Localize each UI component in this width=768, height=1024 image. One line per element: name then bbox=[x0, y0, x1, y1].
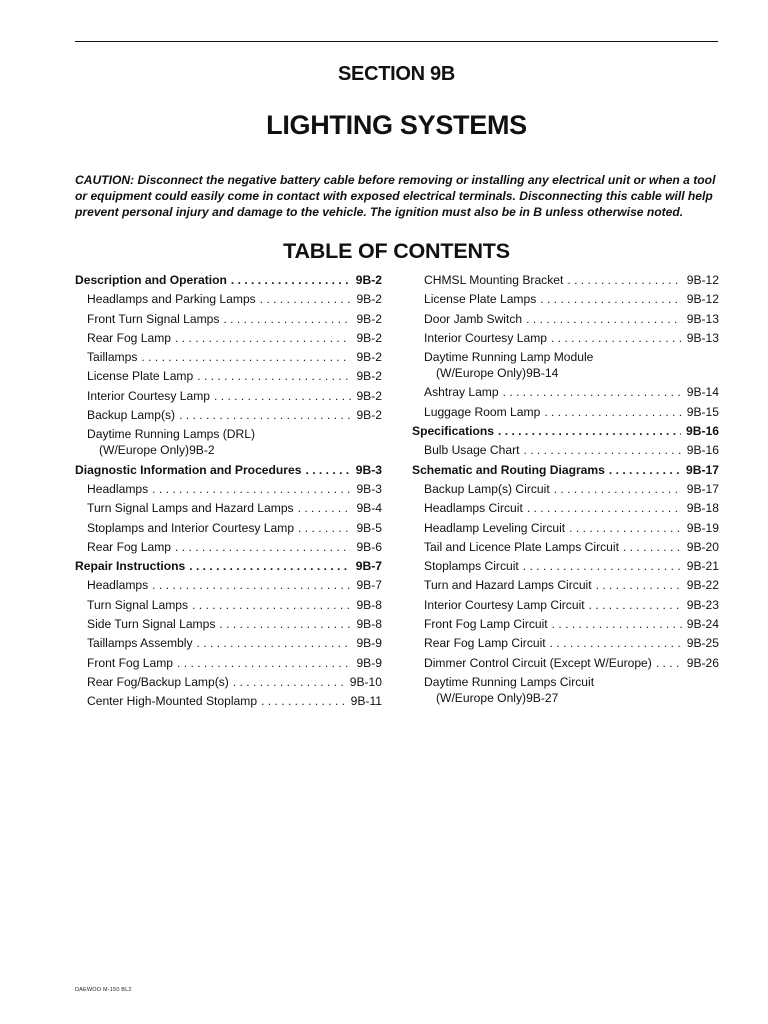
toc-entry[interactable] bbox=[75, 674, 382, 690]
toc-page-number: 9B-13 bbox=[686, 311, 719, 326]
toc-entry-label: Turn Signal Lamps bbox=[87, 597, 189, 612]
toc-entry-label: Backup Lamp(s) Circuit bbox=[424, 481, 550, 496]
toc-page-number: 9B-8 bbox=[356, 617, 382, 632]
dot-leader bbox=[523, 442, 681, 458]
toc-entry-label: Center High-Mounted Stoplamp bbox=[87, 694, 258, 709]
dot-leader bbox=[197, 368, 351, 384]
toc-page-number: 9B-12 bbox=[686, 292, 719, 307]
toc-page-number: 9B-2 bbox=[355, 273, 382, 287]
toc-entry-label: Front Fog Lamp Circuit bbox=[424, 617, 548, 632]
toc-entry[interactable] bbox=[75, 291, 382, 307]
dot-leader bbox=[197, 635, 352, 651]
dot-leader bbox=[503, 384, 682, 400]
dot-leader bbox=[596, 577, 682, 593]
toc-entry[interactable] bbox=[412, 597, 719, 613]
toc-entry-label: Stoplamps Circuit bbox=[424, 559, 519, 574]
dot-leader bbox=[623, 539, 682, 555]
toc-entry[interactable] bbox=[412, 330, 719, 346]
toc-entry-label: Description and Operation bbox=[75, 273, 227, 287]
toc-entry[interactable] bbox=[75, 693, 382, 709]
dot-leader bbox=[551, 330, 682, 346]
toc-entry[interactable] bbox=[412, 616, 719, 632]
toc-entry[interactable] bbox=[75, 520, 382, 536]
toc-entry-label: Rear Fog/Backup Lamp(s) bbox=[87, 674, 229, 689]
toc-page-number: 9B-4 bbox=[356, 501, 382, 516]
toc-entry-label: Taillamps bbox=[87, 350, 138, 365]
toc-entry[interactable] bbox=[412, 384, 719, 400]
toc-entry[interactable] bbox=[412, 558, 719, 574]
toc-entry-label: Daytime Running Lamps (DRL) bbox=[87, 427, 256, 442]
dot-leader bbox=[550, 635, 682, 651]
toc-page-number: 9B-16 bbox=[686, 443, 719, 458]
toc-entry-line2 bbox=[424, 365, 719, 381]
toc-entry-label: Tail and Licence Plate Lamps Circuit bbox=[424, 539, 619, 554]
toc-entry-label: Front Turn Signal Lamps bbox=[87, 311, 220, 326]
toc-page-number: 9B-7 bbox=[355, 559, 382, 574]
toc-entry[interactable] bbox=[75, 577, 382, 593]
toc-entry-label: Headlamps bbox=[87, 578, 149, 593]
toc-page-number: 9B-6 bbox=[356, 539, 382, 554]
top-rule bbox=[75, 41, 718, 42]
dot-leader bbox=[192, 597, 351, 613]
dot-leader bbox=[305, 462, 350, 478]
toc-entry[interactable] bbox=[75, 311, 382, 327]
toc-page-number: 9B-2 bbox=[356, 330, 382, 345]
dot-leader bbox=[527, 500, 682, 516]
toc-entry-label: Backup Lamp(s) bbox=[87, 408, 176, 423]
toc-left-column bbox=[75, 272, 382, 713]
toc-entry[interactable] bbox=[412, 349, 719, 381]
toc-section-entry[interactable] bbox=[75, 462, 382, 478]
dot-leader bbox=[498, 423, 681, 439]
toc-entry[interactable] bbox=[75, 500, 382, 516]
toc-entry-line2 bbox=[87, 442, 382, 458]
dot-leader bbox=[175, 539, 351, 555]
toc-entry-line2 bbox=[424, 690, 719, 706]
toc-entry-label: Rear Fog Lamp bbox=[87, 330, 172, 345]
toc-entry[interactable] bbox=[412, 539, 719, 555]
dot-leader bbox=[544, 404, 681, 420]
toc-entry-label: Dimmer Control Circuit (Except W/Europe) bbox=[424, 655, 652, 670]
toc-page-number: 9B-3 bbox=[356, 481, 382, 496]
toc-page-number: 9B-2 bbox=[189, 443, 215, 458]
toc-entry-label: Luggage Room Lamp bbox=[424, 404, 541, 419]
toc-page-number: 9B-2 bbox=[356, 350, 382, 365]
toc-entry[interactable] bbox=[412, 442, 719, 458]
toc-page-number: 9B-16 bbox=[686, 424, 719, 439]
dot-leader bbox=[656, 655, 682, 671]
toc-entry[interactable] bbox=[412, 674, 719, 706]
toc-page-number: 9B-17 bbox=[686, 481, 719, 496]
toc-page-number: 9B-14 bbox=[686, 385, 719, 400]
toc-right-column bbox=[412, 272, 719, 709]
toc-entry[interactable] bbox=[412, 272, 719, 288]
dot-leader bbox=[609, 462, 681, 478]
toc-entry-label: Daytime Running Lamp Module bbox=[424, 350, 594, 365]
toc-page-number: 9B-2 bbox=[356, 369, 382, 384]
toc-entry-label: Bulb Usage Chart bbox=[424, 443, 520, 458]
toc-page-number: 9B-2 bbox=[356, 292, 382, 307]
page-footer: DAEWOO M-150 BL2 bbox=[75, 987, 132, 993]
toc-entry[interactable] bbox=[412, 635, 719, 651]
toc-entry-label: CHMSL Mounting Bracket bbox=[424, 273, 564, 287]
toc-page-number: 9B-9 bbox=[356, 636, 382, 651]
toc-entry-label: Rear Fog Lamp bbox=[87, 539, 172, 554]
toc-entry[interactable] bbox=[75, 388, 382, 404]
toc-entry[interactable] bbox=[75, 407, 382, 423]
dot-leader bbox=[141, 349, 351, 365]
dot-leader bbox=[261, 693, 346, 709]
toc-entry-label: Daytime Running Lamps Circuit bbox=[424, 674, 595, 689]
dot-leader bbox=[260, 291, 352, 307]
toc-page-number: 9B-3 bbox=[355, 462, 382, 477]
toc-page-number: 9B-2 bbox=[356, 388, 382, 403]
toc-entry[interactable] bbox=[75, 597, 382, 613]
toc-entry-label: Door Jamb Switch bbox=[424, 311, 523, 326]
dot-leader bbox=[219, 616, 351, 632]
dot-leader bbox=[540, 291, 681, 307]
dot-leader bbox=[298, 500, 352, 516]
toc-page-number: 9B-9 bbox=[356, 655, 382, 670]
toc-entry-label: Turn Signal Lamps and Hazard Lamps bbox=[87, 501, 294, 516]
toc-entry-label: Front Fog Lamp bbox=[87, 655, 174, 670]
toc-page-number: 9B-15 bbox=[686, 404, 719, 419]
toc-page-number: 9B-5 bbox=[356, 520, 382, 535]
dot-leader bbox=[177, 655, 351, 671]
dot-leader bbox=[223, 311, 351, 327]
toc-entry-label: Headlamps and Parking Lamps bbox=[87, 292, 256, 307]
toc-page-number: 9B-26 bbox=[686, 655, 719, 670]
toc-entry[interactable] bbox=[75, 426, 382, 458]
toc-section-entry[interactable] bbox=[75, 272, 382, 288]
toc-entry[interactable] bbox=[412, 311, 719, 327]
toc-entry-label: License Plate Lamp bbox=[87, 369, 194, 384]
toc-page-number: 9B-27 bbox=[526, 690, 559, 705]
toc-page-number: 9B-18 bbox=[686, 501, 719, 516]
toc-entry-label: Interior Courtesy Lamp bbox=[424, 330, 548, 345]
toc-heading: TABLE OF CONTENTS bbox=[283, 239, 510, 263]
toc-page-number: 9B-8 bbox=[356, 597, 382, 612]
toc-page-number: 9B-10 bbox=[349, 674, 382, 689]
toc-entry-label-continued: (W/Europe Only) bbox=[99, 443, 190, 458]
page-title: LIGHTING SYSTEMS bbox=[266, 110, 527, 140]
dot-leader bbox=[554, 481, 682, 497]
toc-page-number: 9B-13 bbox=[686, 330, 719, 345]
toc-entry-label: Specifications bbox=[412, 424, 494, 439]
toc-entry-label: Interior Courtesy Lamp Circuit bbox=[424, 597, 585, 612]
toc-entry-label: Diagnostic Information and Procedures bbox=[75, 462, 302, 477]
toc-entry-label: Turn and Hazard Lamps Circuit bbox=[424, 578, 592, 593]
dot-leader bbox=[189, 558, 351, 574]
toc-page-number: 9B-23 bbox=[686, 597, 719, 612]
caution-notice: CAUTION: Disconnect the negative battery cable before removing or installing any electrical unit or when a tool or equipment could easily come in contact with exposed electrical terminals. Disconnecting this cable will help prevent personal injury and damage to the vehicle. The ignition must also be in B unless otherwise noted. bbox=[75, 173, 716, 219]
dot-leader bbox=[231, 272, 351, 288]
toc-entry[interactable] bbox=[412, 291, 719, 307]
toc-entry[interactable] bbox=[75, 481, 382, 497]
toc-entry-label-continued: (W/Europe Only) bbox=[436, 690, 527, 705]
toc-entry-label: Headlamp Leveling Circuit bbox=[424, 520, 566, 535]
toc-page-number: 9B-22 bbox=[686, 578, 719, 593]
toc-page-number: 9B-2 bbox=[356, 311, 382, 326]
dot-leader bbox=[526, 311, 682, 327]
toc-entry[interactable] bbox=[75, 330, 382, 346]
toc-entry[interactable] bbox=[412, 481, 719, 497]
toc-page-number: 9B-14 bbox=[526, 366, 559, 381]
toc-entry[interactable] bbox=[75, 539, 382, 555]
toc-page-number: 9B-19 bbox=[686, 520, 719, 535]
dot-leader bbox=[569, 520, 682, 536]
toc-entry[interactable] bbox=[75, 349, 382, 365]
toc-entry-label: Side Turn Signal Lamps bbox=[87, 617, 216, 632]
toc-entry-label: Taillamps Assembly bbox=[87, 636, 193, 651]
toc-page-number: 9B-17 bbox=[686, 462, 719, 477]
dot-leader bbox=[523, 558, 682, 574]
toc-page-number: 9B-2 bbox=[356, 408, 382, 423]
toc-entry-label: Ashtray Lamp bbox=[424, 385, 499, 400]
toc-entry[interactable] bbox=[412, 404, 719, 420]
toc-page-number: 9B-7 bbox=[356, 578, 382, 593]
toc-page-number: 9B-11 bbox=[350, 694, 382, 709]
dot-leader bbox=[233, 674, 345, 690]
toc-entry-label: Interior Courtesy Lamp bbox=[87, 388, 211, 403]
toc-page-number: 9B-24 bbox=[686, 617, 719, 632]
toc-entry-label: Headlamps Circuit bbox=[424, 501, 523, 516]
toc-entry[interactable] bbox=[75, 635, 382, 651]
section-number: SECTION 9B bbox=[337, 63, 456, 85]
dot-leader bbox=[552, 616, 682, 632]
toc-entry-label-continued: (W/Europe Only) bbox=[436, 366, 527, 381]
dot-leader bbox=[152, 577, 351, 593]
toc-section-entry[interactable] bbox=[412, 423, 719, 439]
dot-leader bbox=[214, 388, 351, 404]
dot-leader bbox=[298, 520, 351, 536]
dot-leader bbox=[179, 407, 351, 423]
dot-leader bbox=[589, 597, 682, 613]
toc-page-number: 9B-25 bbox=[686, 636, 719, 651]
toc-entry[interactable] bbox=[412, 655, 719, 671]
toc-entry[interactable] bbox=[75, 655, 382, 671]
dot-leader bbox=[152, 481, 351, 497]
toc-entry[interactable] bbox=[412, 520, 719, 536]
toc-entry[interactable] bbox=[412, 500, 719, 516]
toc-section-entry[interactable] bbox=[412, 462, 719, 478]
toc-entry-label: Stoplamps and Interior Courtesy Lamp bbox=[87, 520, 295, 535]
toc-entry-label: Repair Instructions bbox=[75, 559, 186, 574]
toc-page-number: 9B-21 bbox=[686, 559, 719, 574]
toc-entry-label: Schematic and Routing Diagrams bbox=[412, 462, 605, 477]
toc-page-number: 9B-12 bbox=[686, 273, 719, 287]
toc-entry[interactable] bbox=[412, 577, 719, 593]
toc-entry[interactable] bbox=[75, 368, 382, 384]
toc-entry-label: Rear Fog Lamp Circuit bbox=[424, 636, 546, 651]
dot-leader bbox=[175, 330, 351, 346]
toc-entry-label: License Plate Lamps bbox=[424, 292, 537, 307]
toc-entry-label: Headlamps bbox=[87, 481, 149, 496]
toc-entry[interactable] bbox=[75, 616, 382, 632]
toc-section-entry[interactable] bbox=[75, 558, 382, 574]
dot-leader bbox=[567, 272, 681, 288]
toc-page-number: 9B-20 bbox=[686, 539, 719, 554]
